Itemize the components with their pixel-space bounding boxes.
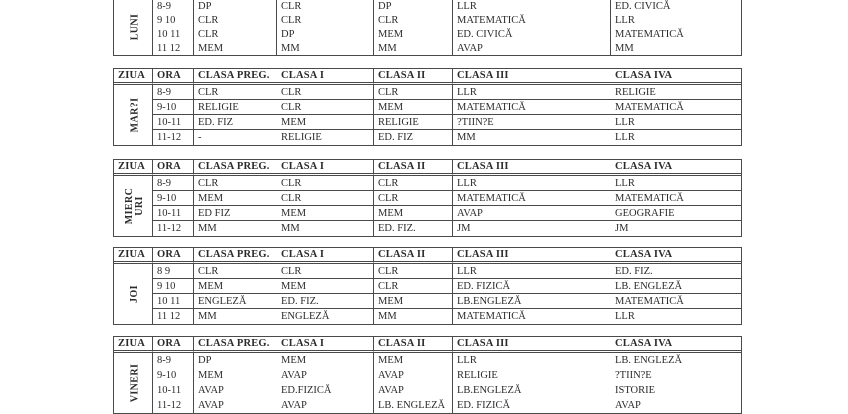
subject-cell: LLR — [611, 115, 741, 130]
subject-cell: AVAP — [615, 400, 641, 411]
subject-cell: CLR — [277, 191, 374, 206]
col-header-ora: ORA — [153, 337, 194, 353]
subject-cell: MATEMATICĂ — [457, 311, 526, 322]
subject-cell: MEM — [198, 370, 224, 381]
subject-cell: CLR — [374, 176, 453, 191]
col-header-clasa-4: CLASA IVA — [611, 69, 741, 85]
subject-cell: CLR — [277, 100, 374, 115]
subject-cell: LLR — [453, 176, 611, 191]
subject-cell: LB.ENGLEZĂ — [453, 294, 611, 309]
subject-cell: MEM — [374, 27, 453, 41]
col-header-clasa-2: CLASA II — [374, 337, 453, 353]
timetable-luni — [113, 0, 742, 56]
period-cell: 10 11 — [153, 294, 194, 309]
period-cell: 9-10 — [153, 191, 194, 206]
subject-cell: MM — [374, 309, 453, 324]
subject-cell: MM — [374, 41, 453, 55]
period-cell: 11 12 — [153, 41, 194, 55]
day-label-cell — [114, 176, 153, 236]
subject-cell: LLR — [615, 14, 635, 26]
period-cell: 11-12 — [153, 221, 194, 236]
period-cell: 10-11 — [153, 115, 194, 130]
day-label-cell — [114, 353, 153, 413]
subject-cell: AVAP — [198, 400, 224, 411]
subject-cell: ?TIIN?E — [453, 115, 611, 130]
subject-cell: CLR — [194, 27, 277, 41]
subject-cell: MM — [277, 221, 374, 236]
subject-cell: MM — [615, 42, 634, 54]
subject-cell: RELIGIE — [374, 115, 453, 130]
subject-cell: LLR — [453, 0, 611, 13]
subject-cell: CLR — [374, 264, 453, 279]
subject-cell: MATEMATICĂ — [611, 294, 741, 309]
subject-cell: DP — [198, 355, 212, 366]
day-label: MIERC URI — [124, 187, 146, 225]
col-header-clasa-1: CLASA I — [277, 248, 374, 264]
col-header-clasa-preg: CLASA PREG. — [194, 337, 277, 353]
period-cell: 10-11 — [153, 206, 194, 221]
subject-cell: LB. ENGLEZĂ — [615, 355, 683, 366]
subject-cell: AVAP — [453, 41, 611, 55]
subject-cell: LLR — [615, 311, 635, 322]
col-header-clasa-2: CLASA II — [374, 248, 453, 264]
subject-cell: RELIGIE — [457, 370, 498, 381]
col-header-clasa-2: CLASA II — [374, 69, 453, 85]
subject-cell: MEM — [277, 206, 374, 221]
subject-cell: MM — [198, 311, 217, 322]
subject-cell: RELIGIE — [194, 100, 277, 115]
col-header-ora: ORA — [153, 69, 194, 85]
subject-cell: LLR — [615, 132, 635, 143]
col-header-clasa-preg: CLASA PREG. — [194, 160, 277, 176]
timetable-miercuri — [113, 159, 742, 237]
col-header-clasa-1: CLASA I — [277, 337, 374, 353]
subject-cell: RELIGIE — [611, 85, 741, 100]
subject-cell: ?TIIN?E — [615, 370, 652, 381]
subject-cell: MEM — [374, 353, 453, 368]
period-cell: 9 10 — [153, 279, 194, 294]
subject-cell: ISTORIE — [615, 385, 656, 396]
day-label: JOI — [129, 285, 140, 303]
subject-cell: JM — [457, 223, 471, 234]
day-label-cell — [114, 0, 153, 55]
subject-cell: MEM — [277, 115, 374, 130]
col-header-ora: ORA — [153, 160, 194, 176]
subject-cell: CLR — [194, 85, 277, 100]
subject-cell: ED. CIVICĂ — [615, 0, 671, 12]
subject-cell: CLR — [277, 0, 374, 13]
timetable-marti — [113, 68, 742, 146]
subject-cell: ENGLEZĂ — [277, 309, 374, 324]
subject-cell: DP — [277, 27, 374, 41]
subject-cell: ED. FIZ — [194, 115, 277, 130]
subject-cell: MEM — [277, 279, 374, 294]
period-cell: 11-12 — [153, 130, 194, 145]
timetable-joi — [113, 247, 742, 325]
subject-cell: MATEMATICĂ — [611, 100, 741, 115]
subject-cell: CLR — [194, 264, 277, 279]
subject-cell: - — [198, 132, 202, 143]
subject-cell: MM — [277, 41, 374, 55]
subject-cell: AVAP — [374, 368, 453, 383]
subject-cell: CLR — [374, 85, 453, 100]
col-header-clasa-3: CLASA III — [453, 337, 611, 353]
col-header-clasa-3: CLASA III — [453, 160, 611, 176]
subject-cell: AVAP — [277, 398, 374, 413]
subject-cell: MEM — [374, 294, 453, 309]
subject-cell: DP — [374, 0, 453, 13]
day-label: LUNI — [128, 13, 140, 41]
subject-cell: LLR — [611, 176, 741, 191]
subject-cell: CLR — [374, 279, 453, 294]
subject-cell: ED. FIZ — [374, 130, 453, 145]
col-header-ziua: ZIUA — [114, 248, 153, 264]
period-cell: 9-10 — [153, 368, 194, 383]
subject-cell: RELIGIE — [277, 130, 374, 145]
subject-cell: ED. CIVICĂ — [453, 27, 611, 41]
subject-cell: AVAP — [374, 383, 453, 398]
subject-cell: LB. ENGLEZĂ — [374, 398, 453, 413]
col-header-ora: ORA — [153, 248, 194, 264]
col-header-clasa-1: CLASA I — [277, 69, 374, 85]
day-label-cell — [114, 85, 153, 145]
subject-cell: MATEMATICĂ — [453, 100, 611, 115]
subject-cell: CLR — [277, 264, 374, 279]
period-cell: 9 10 — [153, 13, 194, 27]
subject-cell: LB.ENGLEZĂ — [457, 385, 522, 396]
subject-cell: MEM — [374, 206, 453, 221]
period-cell: 11 12 — [153, 309, 194, 324]
col-header-clasa-preg: CLASA PREG. — [194, 69, 277, 85]
subject-cell: ED. FIZICĂ — [457, 400, 511, 411]
subject-cell: CLR — [194, 13, 277, 27]
subject-cell: CLR — [374, 191, 453, 206]
subject-cell: CLR — [277, 176, 374, 191]
subject-cell: CLR — [277, 13, 374, 27]
subject-cell: AVAP — [277, 368, 374, 383]
period-cell: 9-10 — [153, 100, 194, 115]
subject-cell: MEM — [194, 191, 277, 206]
period-cell: 10 11 — [153, 27, 194, 41]
subject-cell: MM — [198, 223, 217, 234]
subject-cell: AVAP — [198, 385, 224, 396]
subject-cell: LLR — [453, 264, 611, 279]
subject-cell: CLR — [194, 176, 277, 191]
col-header-ziua: ZIUA — [114, 160, 153, 176]
subject-cell: MEM — [277, 353, 374, 368]
subject-cell: MATEMATICĂ — [611, 191, 741, 206]
subject-cell: LLR — [453, 85, 611, 100]
subject-cell: JM — [615, 223, 629, 234]
period-cell: 8-9 — [153, 176, 194, 191]
col-header-clasa-1: CLASA I — [277, 160, 374, 176]
subject-cell: ED. FIZ. — [277, 294, 374, 309]
subject-cell: ED. FIZICĂ — [453, 279, 611, 294]
period-cell: 8-9 — [153, 85, 194, 100]
subject-cell: MATEMATICĂ — [615, 28, 684, 40]
subject-cell: AVAP — [453, 206, 611, 221]
subject-cell: ENGLEZĂ — [194, 294, 277, 309]
col-header-clasa-3: CLASA III — [453, 69, 611, 85]
subject-cell: ED.FIZICĂ — [277, 383, 374, 398]
subject-cell: LLR — [457, 355, 477, 366]
day-label-cell — [114, 264, 153, 324]
subject-cell: MEM — [194, 41, 277, 55]
timetable-vineri — [113, 336, 742, 414]
col-header-clasa-4: CLASA IVA — [611, 337, 741, 353]
col-header-ziua: ZIUA — [114, 69, 153, 85]
col-header-clasa-4: CLASA IVA — [611, 248, 741, 264]
period-cell: 10-11 — [153, 383, 194, 398]
col-header-clasa-2: CLASA II — [374, 160, 453, 176]
subject-cell: ED FIZ — [194, 206, 277, 221]
subject-cell: CLR — [374, 13, 453, 27]
day-label: VINERI — [129, 363, 140, 403]
subject-cell: MEM — [374, 100, 453, 115]
subject-cell: LB. ENGLEZĂ — [611, 279, 741, 294]
subject-cell: MATEMATICĂ — [453, 191, 611, 206]
subject-cell: GEOGRAFIE — [611, 206, 741, 221]
subject-cell: ED. FIZ. — [374, 221, 453, 236]
subject-cell: ED. FIZ. — [611, 264, 741, 279]
subject-cell: MATEMATICĂ — [453, 13, 611, 27]
subject-cell: DP — [194, 0, 277, 13]
col-header-ziua: ZIUA — [114, 337, 153, 353]
day-label: MAR?I — [129, 97, 140, 133]
subject-cell: CLR — [277, 85, 374, 100]
period-cell: 8 9 — [153, 264, 194, 279]
period-cell: 11-12 — [153, 398, 194, 413]
period-cell: 8-9 — [153, 0, 194, 13]
subject-cell: MEM — [194, 279, 277, 294]
col-header-clasa-4: CLASA IVA — [611, 160, 741, 176]
period-cell: 8-9 — [153, 353, 194, 368]
col-header-clasa-preg: CLASA PREG. — [194, 248, 277, 264]
subject-cell: MM — [457, 132, 476, 143]
col-header-clasa-3: CLASA III — [453, 248, 611, 264]
